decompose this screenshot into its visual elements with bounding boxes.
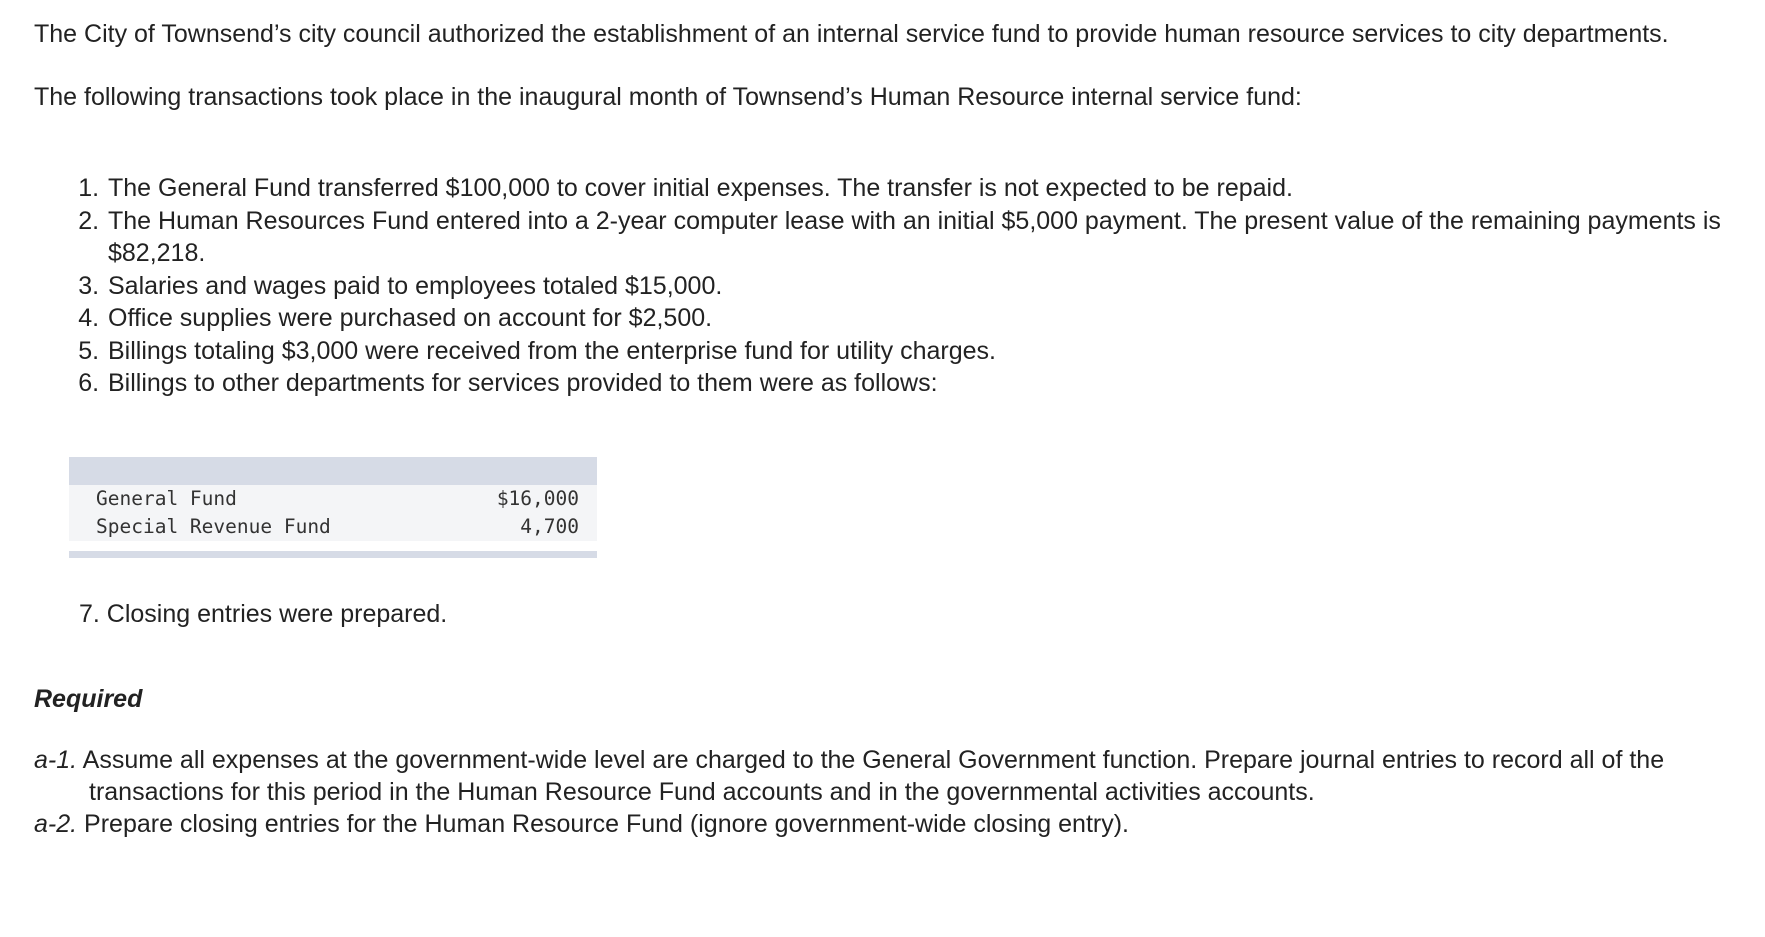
amount-cell: 4,700 (451, 513, 597, 541)
transaction-item: 2. The Human Resources Fund entered into a 2-year computer lease with an initial $5,000 payment. The present value of the remaining payments is $82,218. (106, 205, 1734, 270)
transaction-item: 5. Billings totaling $3,000 were received from the enterprise fund for utility charges. (106, 335, 1734, 368)
problem-document (34, 18, 1734, 840)
required-item (34, 808, 1734, 840)
table-row (69, 513, 597, 541)
required-item (34, 744, 1734, 808)
closing-entries-item: 7. Closing entries were prepared. (79, 599, 448, 628)
required-item-text: Assume all expenses at the government-wide level are charged to the General Government function. Prepare journal entries to record all of the transactions for this period in the Human Resource Fund accounts and in the governmental activities accounts. (82, 745, 1665, 806)
transactions-intro: The following transactions took place in the inaugural month of Townsend’s Human Resource internal service fund: (34, 83, 1302, 111)
transactions-list (34, 172, 1734, 400)
required-item-number: a-2. (34, 809, 78, 838)
required-heading: Required (34, 684, 143, 713)
transaction-item: 1. The General Fund transferred $100,000 to cover initial expenses. The transfer is not expected to be repaid. (106, 172, 1734, 205)
transaction-item: 4. Office supplies were purchased on account for $2,500. (106, 302, 1734, 335)
required-list (34, 744, 1734, 840)
transaction-item: 6. Billings to other departments for services provided to them were as follows: (106, 367, 1734, 400)
billings-table (69, 457, 597, 558)
required-item-number: a-1. (34, 745, 78, 774)
intro-paragraph: The City of Townsend’s city council authorized the establishment of an internal service fund to provide human resource services to city departments. (34, 20, 1669, 48)
amount-cell: $16,000 (451, 485, 597, 513)
transaction-item: 3. Salaries and wages paid to employees totaled $15,000. (106, 270, 1734, 303)
table-footer-bar (69, 551, 597, 558)
table-header-bar (69, 457, 597, 485)
required-item-text: Prepare closing entries for the Human Resource Fund (ignore government-wide closing entry). (84, 809, 1129, 838)
fund-name-cell: Special Revenue Fund (69, 513, 451, 541)
table-row (69, 485, 597, 513)
fund-name-cell: General Fund (69, 485, 451, 513)
billings-grid (69, 485, 597, 541)
